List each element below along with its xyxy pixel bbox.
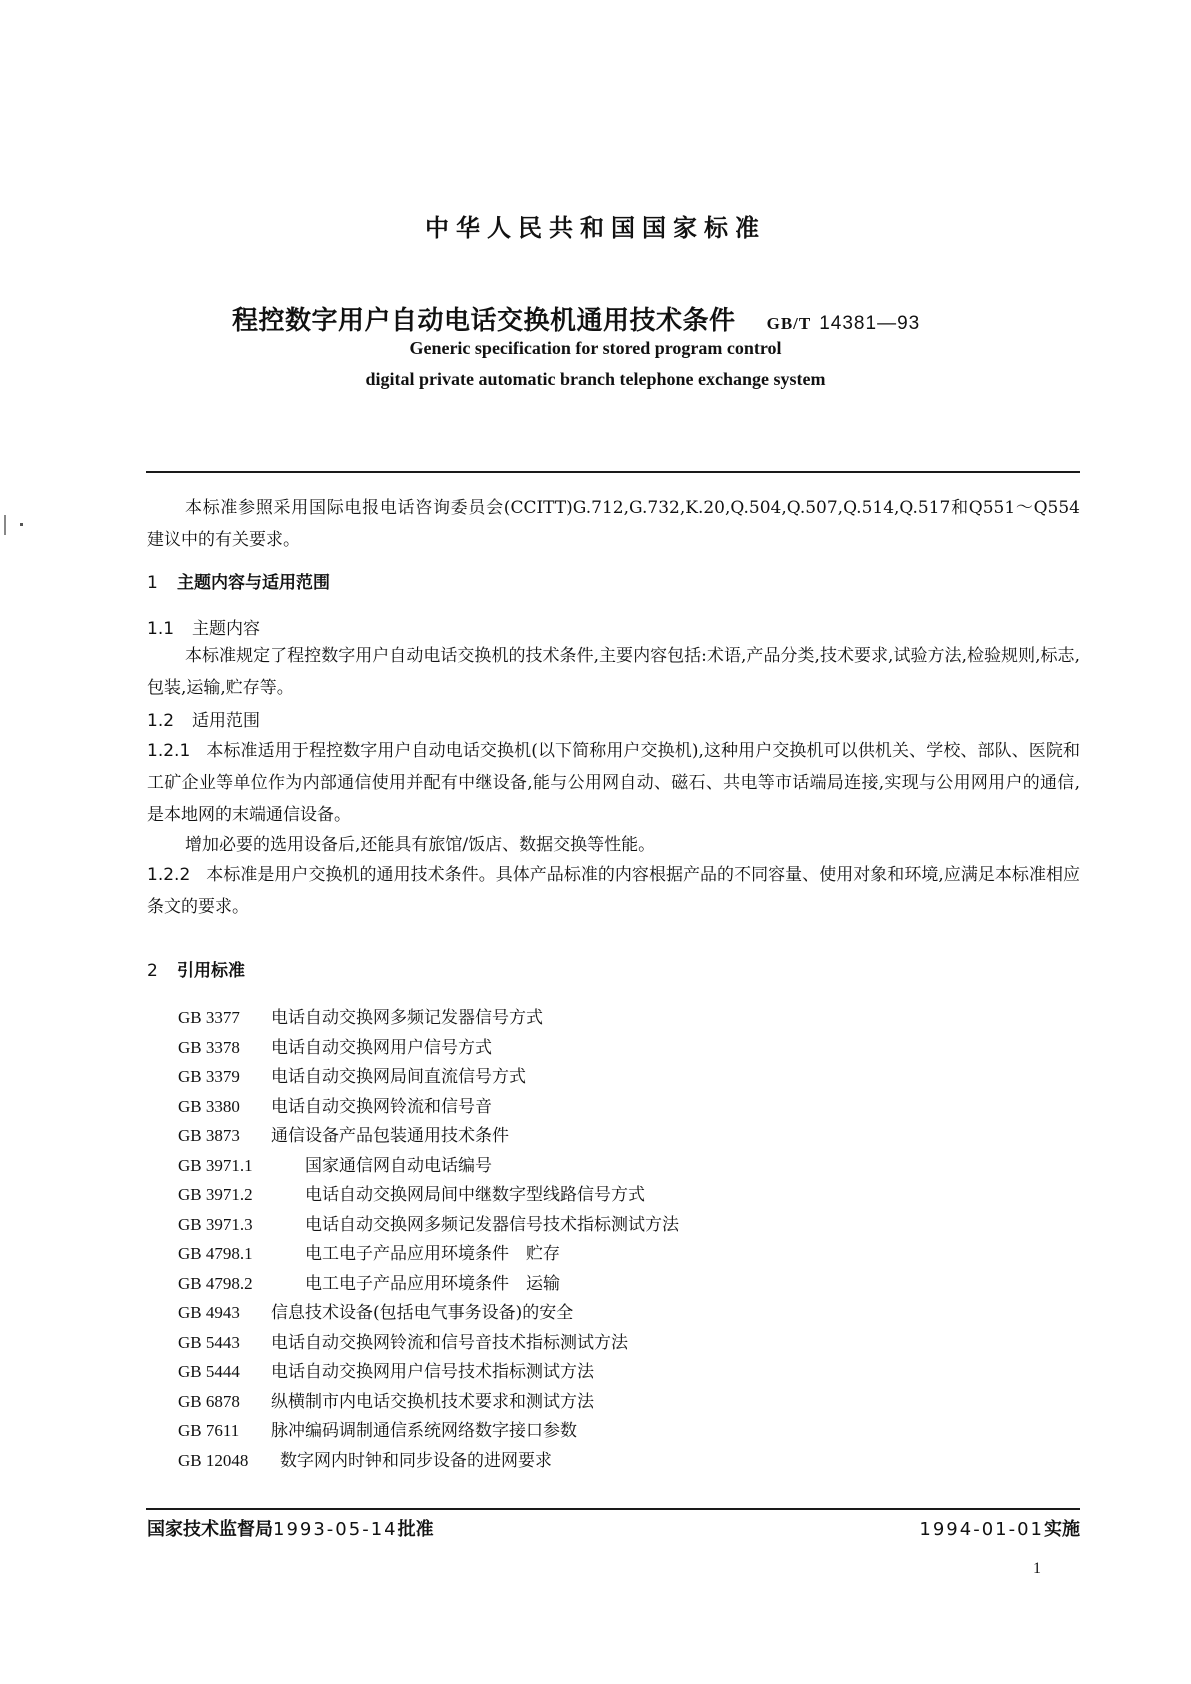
reference-item <box>178 1180 679 1210</box>
reference-title: 电话自动交换网铃流和信号音 <box>271 1096 492 1117</box>
reference-title: 电工电子产品应用环境条件 运输 <box>305 1273 560 1294</box>
clause-text: 本标准适用于程控数字用户自动电话交换机(以下简称用户交换机),这种用户交换机可以供机关、学校、部队、医院和工矿企业等单位作为内部通信使用并配有中继设备,能与公用网自动、磁石、共电等市话端局连接,实现与公用网用户的通信,是本地网的末端通信设备。 <box>147 741 1080 825</box>
reference-item <box>178 1328 679 1358</box>
reference-code: GB 3873 <box>178 1126 240 1145</box>
referenced-standards-list <box>178 1003 679 1475</box>
reference-item <box>178 1033 679 1063</box>
subsection-1-1-text: 本标准规定了程控数字用户自动电话交换机的技术条件,主要内容包括:术语,产品分类,技术要求,试验方法,检验规则,标志,包装,运输,贮存等。 <box>147 646 1080 698</box>
clause-number: 1.2.2 <box>147 865 191 885</box>
reference-title: 电话自动交换网局间直流信号方式 <box>271 1067 526 1087</box>
national-standard-heading: 中华人民共和国国家标准 <box>425 214 766 242</box>
reference-title: 电话自动交换网用户信号方式 <box>271 1037 492 1058</box>
clause-1-2-1 <box>147 735 1080 831</box>
reference-item <box>178 1239 679 1269</box>
reference-code: GB 4798.2 <box>178 1273 253 1293</box>
reference-item <box>178 1269 679 1299</box>
reference-code: GB 3380 <box>178 1096 240 1116</box>
scan-margin-mark <box>4 515 6 535</box>
clause-1-2-2 <box>147 859 1080 923</box>
reference-title: 电工电子产品应用环境条件 贮存 <box>305 1244 560 1264</box>
reference-title: 通信设备产品包装通用技术条件 <box>271 1126 509 1146</box>
reference-code: GB 3379 <box>178 1067 240 1086</box>
document-title-en-line1: Generic specification for stored program control <box>409 338 782 358</box>
reference-item <box>178 1446 679 1476</box>
reference-title: 数字网内时钟和同步设备的进网要求 <box>280 1450 552 1471</box>
reference-code: GB 7611 <box>178 1421 240 1440</box>
reference-title: 信息技术设备(包括电气事务设备)的安全 <box>271 1303 574 1323</box>
reference-item <box>178 1062 679 1092</box>
effective-info <box>919 1515 1080 1541</box>
reference-code: GB 3378 <box>178 1037 240 1057</box>
reference-code: GB 3971.3 <box>178 1214 253 1234</box>
reference-code: GB 4798.1 <box>178 1244 253 1263</box>
standard-prefix: GB/T <box>766 314 812 333</box>
reference-title: 电话自动交换网局间中继数字型线路信号方式 <box>305 1185 645 1205</box>
reference-code: GB 3971.2 <box>178 1185 253 1204</box>
subsection-title: 主题内容 <box>192 619 260 639</box>
reference-code: GB 4943 <box>178 1303 240 1322</box>
header-rule <box>146 471 1080 473</box>
reference-code: GB 6878 <box>178 1391 240 1411</box>
reference-item <box>178 1210 679 1240</box>
section-title: 主题内容与适用范围 <box>177 573 330 593</box>
approval-label: 批准 <box>397 1519 434 1540</box>
subsection-number: 1.1 <box>147 619 175 639</box>
document-title-en-line2: digital private automatic branch telephone exchange system <box>365 369 826 389</box>
reference-code: GB 12048 <box>178 1450 249 1470</box>
section-title: 引用标准 <box>177 961 245 981</box>
reference-title: 纵横制市内电话交换机技术要求和测试方法 <box>271 1391 594 1412</box>
document-title-cn: 程控数字用户自动电话交换机通用技术条件 <box>232 306 736 336</box>
reference-title: 电话自动交换网铃流和信号音技术指标测试方法 <box>271 1332 628 1353</box>
scan-margin-dot <box>20 523 23 526</box>
subsection-title: 适用范围 <box>192 711 260 731</box>
clause-number: 1.2.1 <box>147 741 191 761</box>
effective-date: 1994-01-01 <box>919 1519 1044 1540</box>
title-row <box>232 300 920 337</box>
reference-title: 电话自动交换网多频记发器信号方式 <box>271 1008 543 1028</box>
reference-item <box>178 1416 679 1446</box>
subsection-1-1-heading <box>147 614 260 639</box>
section-number: 1 <box>147 573 158 593</box>
reference-code: GB 5444 <box>178 1362 240 1381</box>
clause-text: 本标准是用户交换机的通用技术条件。具体产品标准的内容根据产品的不同容量、使用对象和环境,应满足本标准相应条文的要求。 <box>147 865 1080 917</box>
reference-item <box>178 1298 679 1328</box>
effective-label: 实施 <box>1044 1519 1080 1540</box>
standard-number <box>767 313 921 334</box>
reference-title: 电话自动交换网用户信号技术指标测试方法 <box>271 1362 594 1382</box>
reference-title: 电话自动交换网多频记发器信号技术指标测试方法 <box>305 1214 679 1235</box>
reference-title: 国家通信网自动电话编号 <box>305 1155 492 1176</box>
reference-code: GB 5443 <box>178 1332 240 1352</box>
reference-item <box>178 1357 679 1387</box>
reference-code: GB 3377 <box>178 1008 240 1027</box>
subsection-1-2-heading <box>147 706 260 731</box>
approver: 国家技术监督局 <box>147 1519 273 1540</box>
intro-paragraph: 本标准参照采用国际电报电话咨询委员会(CCITT)G.712,G.732,K.20,Q.504,Q.507,Q.514,Q.517和Q551～Q554建议中的有关要求。 <box>147 498 1080 550</box>
reference-item <box>178 1387 679 1417</box>
reference-item <box>178 1092 679 1122</box>
reference-code: GB 3971.1 <box>178 1155 253 1175</box>
approval-info <box>147 1515 434 1541</box>
standard-code: 14381—93 <box>819 313 921 334</box>
section-number: 2 <box>147 961 158 981</box>
reference-item <box>178 1121 679 1151</box>
subsection-number: 1.2 <box>147 711 175 731</box>
reference-item <box>178 1003 679 1033</box>
clause-1-2-1-extra: 增加必要的选用设备后,还能具有旅馆/饭店、数据交换等性能。 <box>185 835 656 855</box>
reference-title: 脉冲编码调制通信系统网络数字接口参数 <box>271 1421 577 1441</box>
approval-date: 1993-05-14 <box>273 1519 398 1540</box>
reference-item <box>178 1151 679 1181</box>
footer-rule <box>146 1508 1080 1510</box>
page-number: 1 <box>1033 1560 1041 1577</box>
section-1-heading <box>147 568 330 593</box>
section-2-heading <box>147 956 245 981</box>
